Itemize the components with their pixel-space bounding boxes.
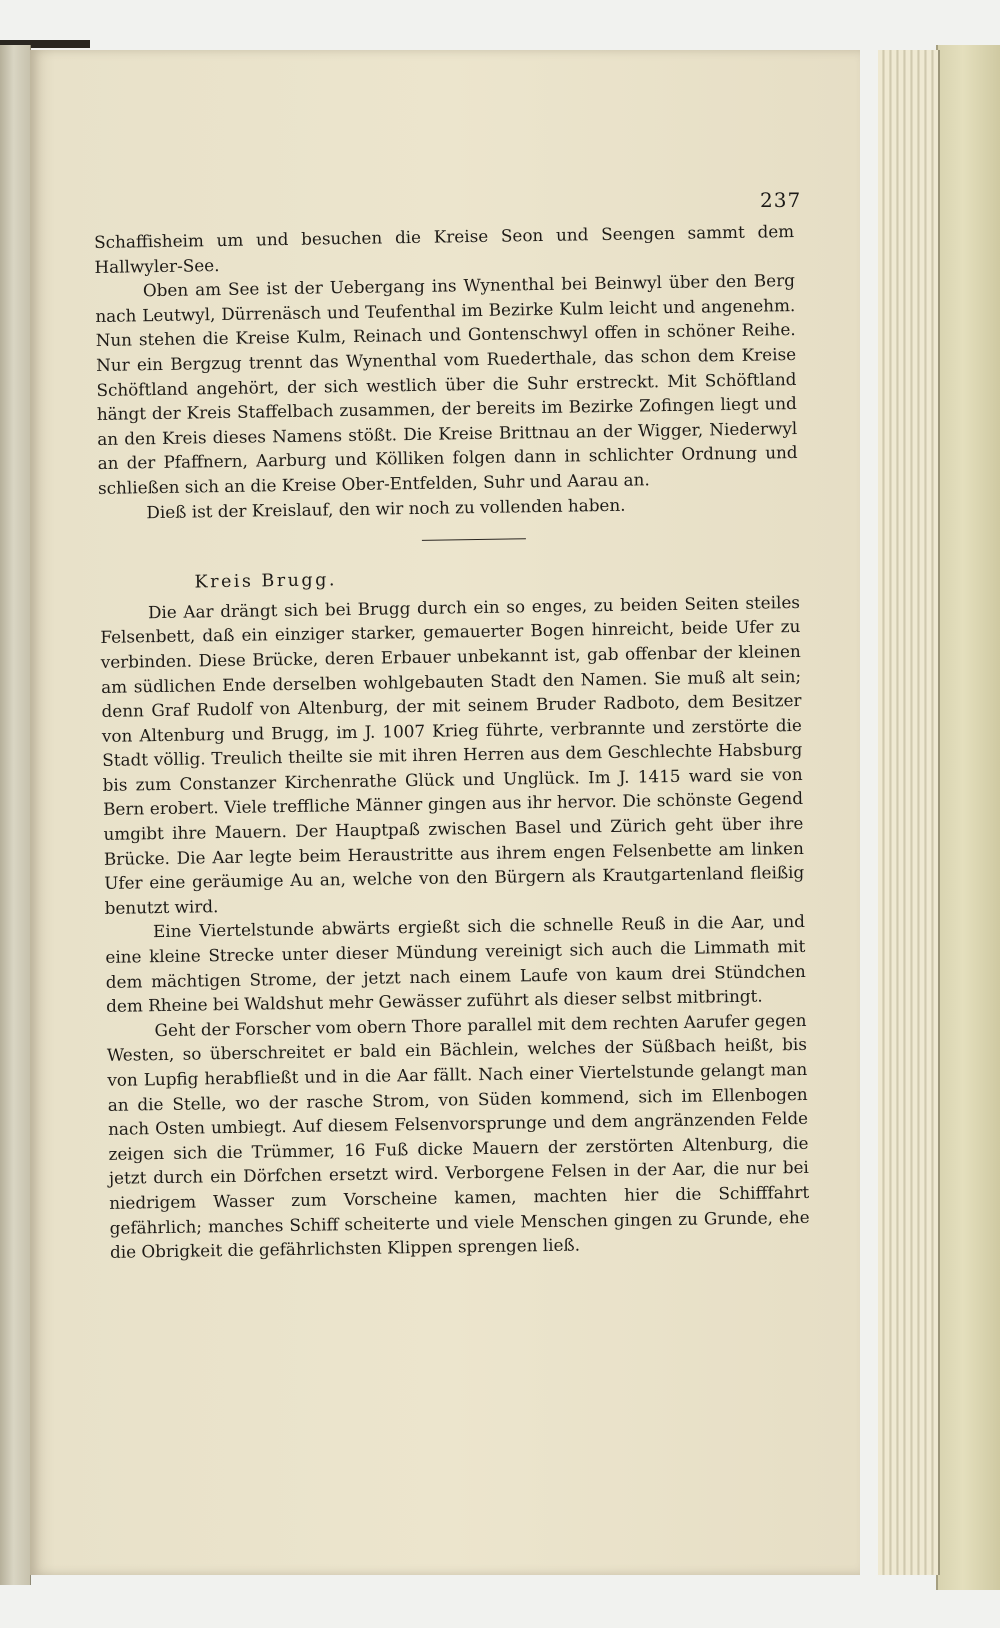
paragraph: Oben am See ist der Uebergang ins Wynenthal bei Beinwyl über den Berg nach Leutwyl, Dürrenäsch und Teufenthal im Bezirke Kulm leicht und angenehm. Nun stehen die Kreise Kulm, Reinach und Gontenschwyl offen in schöner Reihe. Nur ein Bergzug trennt das Wynenthal vom Ruederthale, das schon dem Kreise Schöftland angehört, der sich westlich über die Suhr erstreckt. Mit Schöftland hängt der Kreis Staffelbach zusammen, der bereits im Bezirke Zofingen liegt und an den Kreis dieses Namens stößt. Die Kreise Brittnau an der Wigger, Niederwyl an der Pfaffnern, Aarburg und Kölliken folgen dann in schlichter Ordnung und schließen sich an die Kreise Ober-Entfelden, Suhr und Aarau an. <box>95 270 798 498</box>
section-heading: Kreis Brugg. <box>194 570 338 593</box>
book-page <box>30 50 860 1575</box>
page-number: 237 <box>760 188 802 212</box>
body-text <box>94 219 810 1265</box>
paragraph: Dieß ist der Kreislauf, den wir noch zu vollenden haben. <box>146 494 626 522</box>
page-block-edges <box>878 50 940 1575</box>
paragraph: Geht der Forscher vom obern Thore parallel mit dem rechten Aarufer gegen Westen, so überschreitet er bald ein Bächlein, welches der Süßbach heißt, bis von Lupfig herabfließt und in die Aar fällt. Nach einer Viertelstunde gelangt man an die Stelle, wo der rasche Strom, von Süden kommend, sich im Ellenbogen nach Osten umbiegt. Auf diesem Felsenvorsprunge und dem angränzenden Felde zeigen sich die Trümmer, 16 Fuß dicke Mauern der zerstörten Altenburg, die jetzt durch ein Dörfchen ersetzt wird. Verborgene Felsen in der Aar, die nur bei niedrigem Wasser zum Vorscheine kamen, machten hier die Schifffahrt gefährlich; manches Schiff scheiterte und viele Menschen gingen zu Grunde, ehe die Obrigkeit die gefährlichsten Klippen sprengen ließ. <box>106 1009 810 1263</box>
section-divider <box>422 538 526 541</box>
paragraph: Eine Viertelstunde abwärts ergießt sich die schnelle Reuß in die Aar, und eine kleine Strecke unter dieser Mündung vereinigt sich auch die Limmath mit dem mächtigen Strome, der jetzt nach einem Laufe von kaum drei Stündchen dem Rheine bei Waldshut mehr Gewässer zuführt als dieser selbst mitbringt. <box>105 911 806 1017</box>
book-cover-edge <box>936 45 1000 1590</box>
paragraph: Die Aar drängt sich bei Brugg durch ein so enges, zu beiden Seiten steiles Felsenbett, daß ein einziger starker, gemauerter Bogen hinreicht, beide Ufer zu verbinden. Diese Brücke, deren Erbauer unbekannt ist, gab offenbar der kleinen am südlichen Ende derselben wohlgebauten Stadt den Namen. Sie muß alt sein; denn Graf Rudolf von Altenburg, der mit seinem Bruder Radboto, dem Besitzer von Altenburg und Brugg, im J. 1007 Krieg führte, verbrannte und zerstörte die Stadt völlig. Treulich theilte sie mit ihren Herren aus dem Geschlechte Habsburg bis zum Constanzer Kirchenrathe Glück und Unglück. Im J. 1415 ward sie von Bern erobert. Viele treffliche Männer gingen aus ihr hervor. Die schönste Gegend umgibt ihre Mauern. Der Hauptpaß zwischen Basel und Zürich geht über ihre Brücke. Die Aar legte beim Heraustritte aus ihrem engen Felsenbette am linken Ufer eine geräumige Au an, welche von den Bürgern als Krautgartenland fleißig benutzt wird. <box>100 591 805 918</box>
previous-page-edge <box>0 45 31 1585</box>
paragraph: Schaffisheim um und besuchen die Kreise Seon und Seengen sammt dem Hallwyler-See. <box>94 221 795 277</box>
